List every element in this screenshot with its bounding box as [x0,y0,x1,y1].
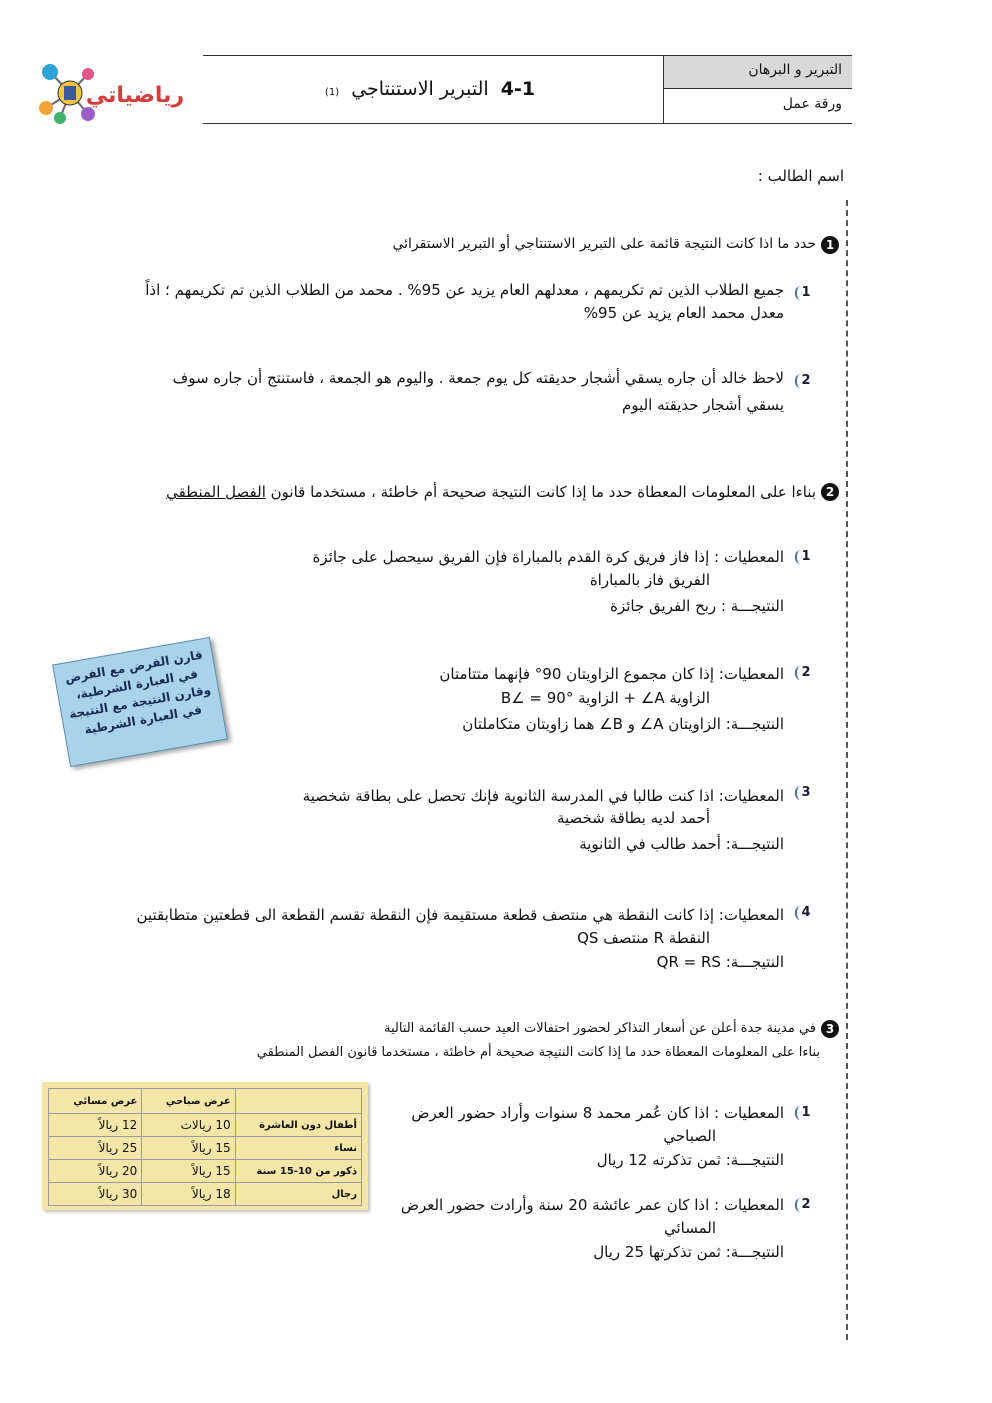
q2-item-4-given: المعطيات: إذا كانت النقطة هي منتصف قطعة مستقيمة فإن النقطة تقسم القطعة الى قطعتين متطابقتين [136,906,784,924]
table-cell: نساء [235,1137,361,1160]
table-cell: 15 ريالاً [142,1137,235,1160]
q2-item-3-given2: أحمد لديه بطاقة شخصية [556,809,710,827]
q3-item-1-given: المعطيات : اذا كان عُمر محمد 8 سنوات وأراد حضور العرض [411,1104,784,1122]
q2-item-1-given: المعطيات : إذا فاز فريق كرة القدم بالمباراة فإن الفريق سيحصل على جائزة [312,548,784,566]
q1-item-1-line1: جميع الطلاب الذين تم تكريمهم ، معدلهم العام يزيد عن 95% . محمد من الطلاب الذين تم تكريمهم ؛ اذاً [145,281,784,299]
lesson-title-block [300,78,560,100]
q2-item-2-result: النتيجـــة: الزاويتان A∠ و B∠ هما زاويتان متكاملتان [462,715,784,733]
table-cell: 12 ريالاً [49,1114,142,1137]
student-name-label: اسم الطالب : [757,167,844,185]
question-2-bullet: 2 [821,483,839,501]
table-header-cell [235,1089,361,1114]
ticket-price-card [42,1082,368,1210]
q1-item-1-number: 1 [797,284,815,302]
margin-divider [846,200,848,1340]
q1-item-2-line1: لاحظ خالد أن جاره يسقي أشجار حديقته كل يوم جمعة . واليوم هو الجمعة ، فاستنتج أن جاره سوف [172,369,784,387]
q3-item-2-number: 2 [797,1196,815,1214]
q2-item-4-given2: النقطة R منتصف QS [577,929,710,947]
q2-item-2-number: 2 [797,664,815,682]
table-cell: 30 ريالاً [49,1183,142,1206]
table-row [49,1183,362,1206]
q2-item-2-given2: الزاوية A∠ + الزاوية B∠ = 90° [500,689,710,707]
question-3-prompt2: بناءا على المعلومات المعطاة حدد ما إذا كانت النتيجة صحيحة أم خاطئة ، مستخدما قانون الفصل المنطقي [256,1045,820,1060]
table-row [49,1137,362,1160]
topic-title: التبرير و البرهان [748,62,842,78]
q3-item-2-result: النتيجـــة: ثمن تذكرتها 25 ريال [593,1243,784,1261]
q2-item-4-result: النتيجـــة: QR = RS [656,953,784,971]
question-2-law: الفصل المنطقي [166,483,266,501]
hint-note: قارن الفرض مع الفرض في العبارة الشرطية، وقارن النتيجة مع النتيجة في العبارة الشرطية [52,637,228,767]
question-2-prompt [166,480,816,505]
logo [30,58,185,128]
table-cell: 18 ريالاً [142,1183,235,1206]
q3-item-2-given: المعطيات : اذا كان عمر عائشة 20 سنة وأرادت حضور العرض [400,1196,784,1214]
q3-item-1-given2: الصباحي [663,1127,716,1145]
q2-item-3-given: المعطيات: اذا كنت طالبا في المدرسة الثانوية فإنك تحصل على بطاقة شخصية [302,787,784,805]
q2-item-1-number: 1 [797,548,815,566]
q2-item-1-given2: الفريق فاز بالمباراة [589,571,710,589]
lesson-title: التبرير الاستنتاجي [351,78,489,100]
table-cell: 15 ريالاً [142,1160,235,1183]
q1-item-2-number: 2 [797,372,815,390]
question-3-bullet: 3 [821,1020,839,1038]
table-cell: 25 ريالاً [49,1137,142,1160]
question-2-prompt-text: بناءا على المعلومات المعطاة حدد ما إذا كانت النتيجة صحيحة أم خاطئة ، مستخدما قانون [270,483,816,501]
table-header-cell: عرض صباحي [142,1089,235,1114]
lesson-number: 4-1 [500,78,536,100]
table-header-cell: عرض مسائي [49,1089,142,1114]
ticket-price-table [48,1088,362,1206]
table-cell: أطفال دون العاشرة [235,1114,361,1137]
q1-item-2-line2: يسقي أشجار حديقته اليوم [622,396,784,414]
q2-item-2-given: المعطيات: إذا كان مجموع الزاويتان 90° فإنهما متتامتان [439,665,784,683]
table-cell: ذكور من 10-15 سنة [235,1160,361,1183]
q3-item-1-number: 1 [797,1104,815,1122]
q2-item-3-result: النتيجـــة: أحمد طالب في الثانوية [579,835,784,853]
table-cell: 20 ريالاً [49,1160,142,1183]
svg-text:رياضياتي: رياضياتي [85,83,185,108]
table-cell: 10 ريالات [142,1114,235,1137]
q1-item-1-line2: معدل محمد العام يزيد عن 95% [583,304,784,322]
q2-item-1-result: النتيجـــة : ربح الفريق جائزة [610,597,784,615]
table-row [49,1114,362,1137]
question-1-bullet: 1 [821,236,839,254]
q2-item-3-number: 3 [797,784,815,802]
q3-item-2-given2: المسائي [663,1219,716,1237]
table-cell: رجال [235,1183,361,1206]
lesson-part: (1) [324,87,340,98]
q2-item-4-number: 4 [797,904,815,922]
table-row [49,1160,362,1183]
question-1-prompt: حدد ما اذا كانت النتيجة قائمة على التبرير الاستنتاجي أو التبرير الاستقرائي [392,236,816,252]
question-3-prompt: في مدينة جدة أعلن عن أسعار التذاكر لحضور احتفالات العيد حسب القائمة التالية [383,1021,816,1036]
sheet-type: ورقة عمل [782,96,842,112]
q3-item-1-result: النتيجـــة: ثمن تذكرته 12 ريال [596,1151,784,1169]
